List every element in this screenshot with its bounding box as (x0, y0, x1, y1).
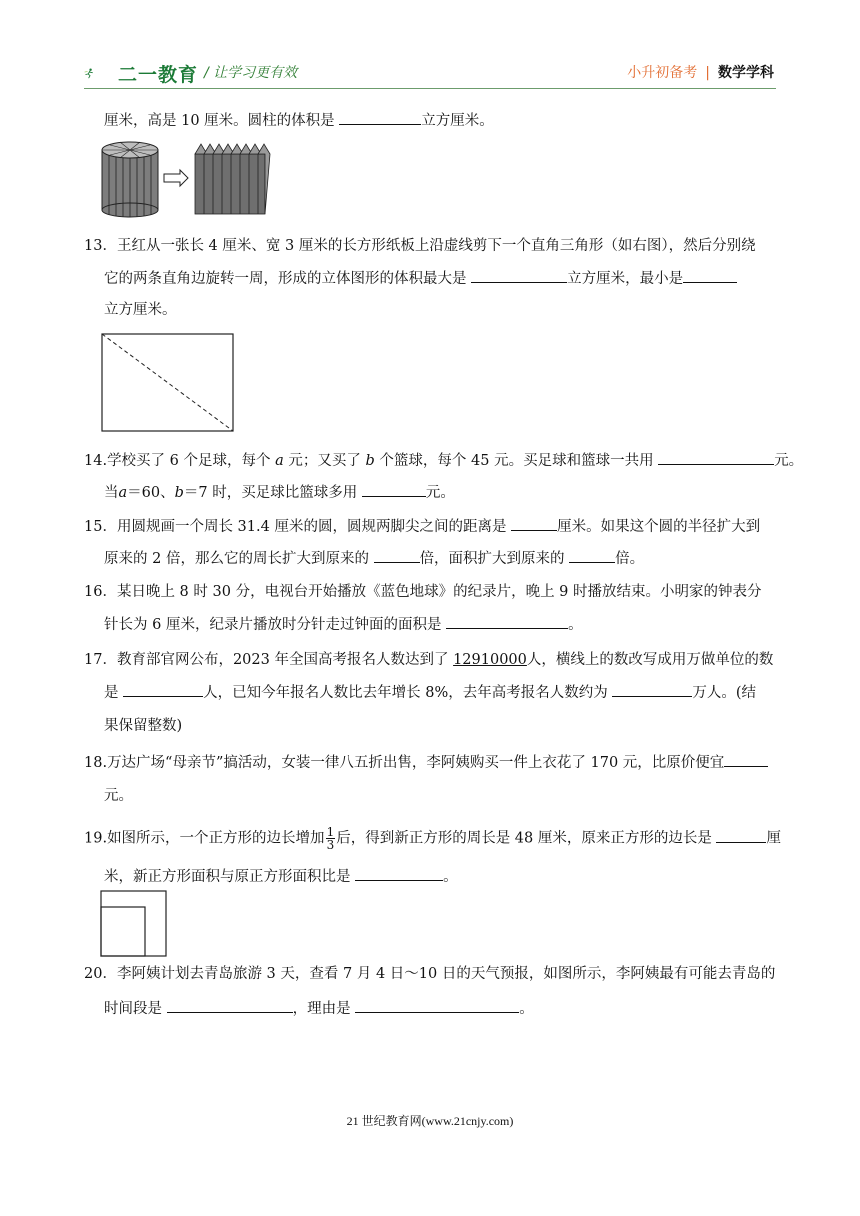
q13-text-3: 立方厘米。 (104, 302, 177, 318)
q19-text-2a: 米，新正方形面积与原正方形面积比是 (104, 869, 351, 885)
q14-var-b-2: b (174, 485, 184, 501)
q15-text-a: 用圆规画一个周长 31.4 厘米的圆，圆规两脚尖之间的距离是 (116, 519, 507, 535)
subject-label: 数学学科 (718, 65, 774, 81)
q16-blank-area[interactable] (446, 614, 568, 629)
q14-text-d: 元。 (774, 453, 804, 469)
q14-number: 14. (84, 453, 108, 469)
q20-line-2 (104, 998, 534, 1019)
q13-line-1 (84, 236, 756, 256)
q15-text-2c: 倍。 (615, 551, 645, 567)
runner-logo-icon (84, 56, 120, 90)
q13-text-2a: 它的两条直角边旋转一周，形成的立体图形的体积最大是 (104, 271, 467, 287)
q14-text-2a: 当 (104, 485, 119, 501)
q14-blank-total[interactable] (658, 450, 774, 465)
q15-number: 15． (84, 519, 117, 535)
q12-text-a: 厘米，高是 10 厘米。圆柱的体积是 (104, 113, 335, 129)
q16-text-1: 某日晚上 8 时 30 分，电视台开始播放《蓝色地球》的纪录片，晚上 9 时播放结束。小明家的钟表分 (116, 584, 762, 600)
q15-text-b: 厘米。如果这个圆的半径扩大到 (557, 519, 761, 535)
q13-blank-max[interactable] (471, 268, 567, 283)
q19-text-c: 厘 (766, 830, 781, 847)
q17-blank-wan[interactable] (123, 682, 203, 697)
q16-text-2b: 。 (568, 617, 583, 633)
q14-line-1 (84, 450, 803, 471)
q14-text-c: 个篮球，每个 45 元。买足球和篮球一共用 (379, 453, 654, 469)
cylinder-to-prism-figure (100, 138, 272, 218)
q17-blank-last-year[interactable] (612, 682, 692, 697)
q14-text-2c: ＝7 时，买足球比篮球多用 (183, 485, 358, 501)
q18-number: 18. (84, 755, 108, 771)
q20-text-2b: ，理由是 (292, 1001, 351, 1017)
q19-text-2b: 。 (443, 869, 458, 885)
q14-line-2 (104, 482, 455, 503)
q20-text-2c: 。 (519, 1001, 534, 1017)
q17-text-2c: 万人。(结 (692, 685, 757, 701)
q18-text-2: 元。 (104, 788, 133, 804)
q15-blank-distance[interactable] (511, 516, 557, 531)
q19-fraction-numerator: 1 (326, 825, 335, 839)
q12-line (104, 110, 494, 131)
q13-text-2b: 立方厘米，最小是 (567, 271, 684, 287)
q20-text-2a: 时间段是 (104, 1001, 162, 1017)
q15-text-2a: 原来的 2 倍，那么它的周长扩大到原来的 (104, 551, 369, 567)
q19-blank-side[interactable] (716, 828, 766, 843)
q17-text-2a: 是 (104, 685, 119, 701)
q14-text-b: 元；又买了 (288, 453, 361, 469)
q19-line-2 (104, 866, 458, 887)
q14-var-b: b (365, 453, 375, 469)
page-header (0, 0, 860, 100)
q19-text-a: 如图所示，一个正方形的边长增加 (107, 830, 325, 847)
q17-line-2 (104, 682, 756, 703)
brand-name: 二一教育 (118, 64, 199, 86)
q16-line-1 (84, 582, 762, 602)
q17-line-3 (104, 716, 182, 736)
q15-blank-perimeter[interactable] (374, 548, 420, 563)
q14-text-a: 学校买了 6 个足球，每个 (107, 453, 271, 469)
q14-text-2d: 元。 (425, 485, 455, 501)
rectangle-dashed-diagonal-figure (101, 333, 235, 433)
brand-slogan: / 让学习更有效 (204, 65, 298, 81)
q19-fraction-denominator: 3 (326, 838, 335, 852)
header-meta (627, 62, 774, 82)
q16-text-2a: 针长为 6 厘米，纪录片播放时分针走过钟面的面积是 (104, 617, 442, 633)
q13-line-2 (104, 268, 737, 289)
q20-text-1: 李阿姨计划去青岛旅游 3 天，查看 7 月 4 日～10 日的天气预报，如图所示，李阿姨最有可能去青岛的 (116, 966, 776, 982)
q15-blank-area[interactable] (569, 548, 615, 563)
q15-line-2 (104, 548, 644, 569)
q19-number: 19. (84, 830, 108, 847)
q19-fraction (326, 826, 336, 851)
q20-blank-period[interactable] (167, 998, 293, 1013)
q17-text-a: 教育部官网公布，2023 年全国高考报名人数达到了 (116, 652, 449, 668)
q14-var-a-2: a (118, 485, 128, 501)
page-footer: 21 世纪教育网(www.21cnjy.com) (346, 1114, 514, 1128)
q17-underlined-number: 12910000 (453, 652, 527, 668)
q17-number: 17． (84, 652, 117, 668)
q15-line-1 (84, 516, 760, 537)
q13-blank-min[interactable] (683, 268, 737, 283)
q12-blank[interactable] (339, 110, 421, 125)
q17-text-2b: 人，已知今年报名人数比去年增长 8%，去年高考报名人数约为 (203, 685, 608, 701)
q18-line-1 (84, 752, 768, 773)
q12-text-b: 立方厘米。 (421, 113, 494, 129)
q20-number: 20． (84, 966, 117, 982)
q17-text-3: 果保留整数) (104, 718, 183, 734)
q19-text-b: 后，得到新正方形的周长是 48 厘米，原来正方形的边长是 (336, 830, 712, 847)
q18-text-a: 万达广场“母亲节”搞活动，女装一律八五折出售，李阿姨购买一件上衣花了 170 元，比原价便宜 (107, 755, 725, 771)
header-separator: | (705, 65, 710, 81)
q15-text-2b: 倍，面积扩大到原来的 (419, 551, 565, 567)
q17-line-1 (84, 650, 773, 670)
q14-blank-difference[interactable] (362, 482, 426, 497)
q20-blank-reason[interactable] (355, 998, 519, 1013)
q18-blank[interactable] (724, 752, 768, 767)
exam-category: 小升初备考 (627, 65, 698, 81)
q19-blank-ratio[interactable] (355, 866, 443, 881)
q16-number: 16． (84, 584, 117, 600)
q16-line-2 (104, 614, 583, 635)
nested-squares-figure (100, 890, 168, 958)
q18-line-2 (104, 786, 133, 806)
q13-line-3 (104, 300, 177, 320)
q17-text-b: 人，横线上的数改写成用万做单位的数 (526, 652, 774, 668)
q19-line-1 (84, 826, 781, 851)
q20-line-1 (84, 964, 775, 984)
q13-text-1: 王红从一张长 4 厘米、宽 3 厘米的长方形纸板上沿虚线剪下一个直角三角形（如右图），然后分别绕 (116, 238, 756, 254)
q13-number: 13． (84, 238, 117, 254)
q14-var-a: a (275, 453, 284, 469)
header-divider (84, 88, 776, 89)
q14-text-2b: ＝60、 (127, 485, 175, 501)
